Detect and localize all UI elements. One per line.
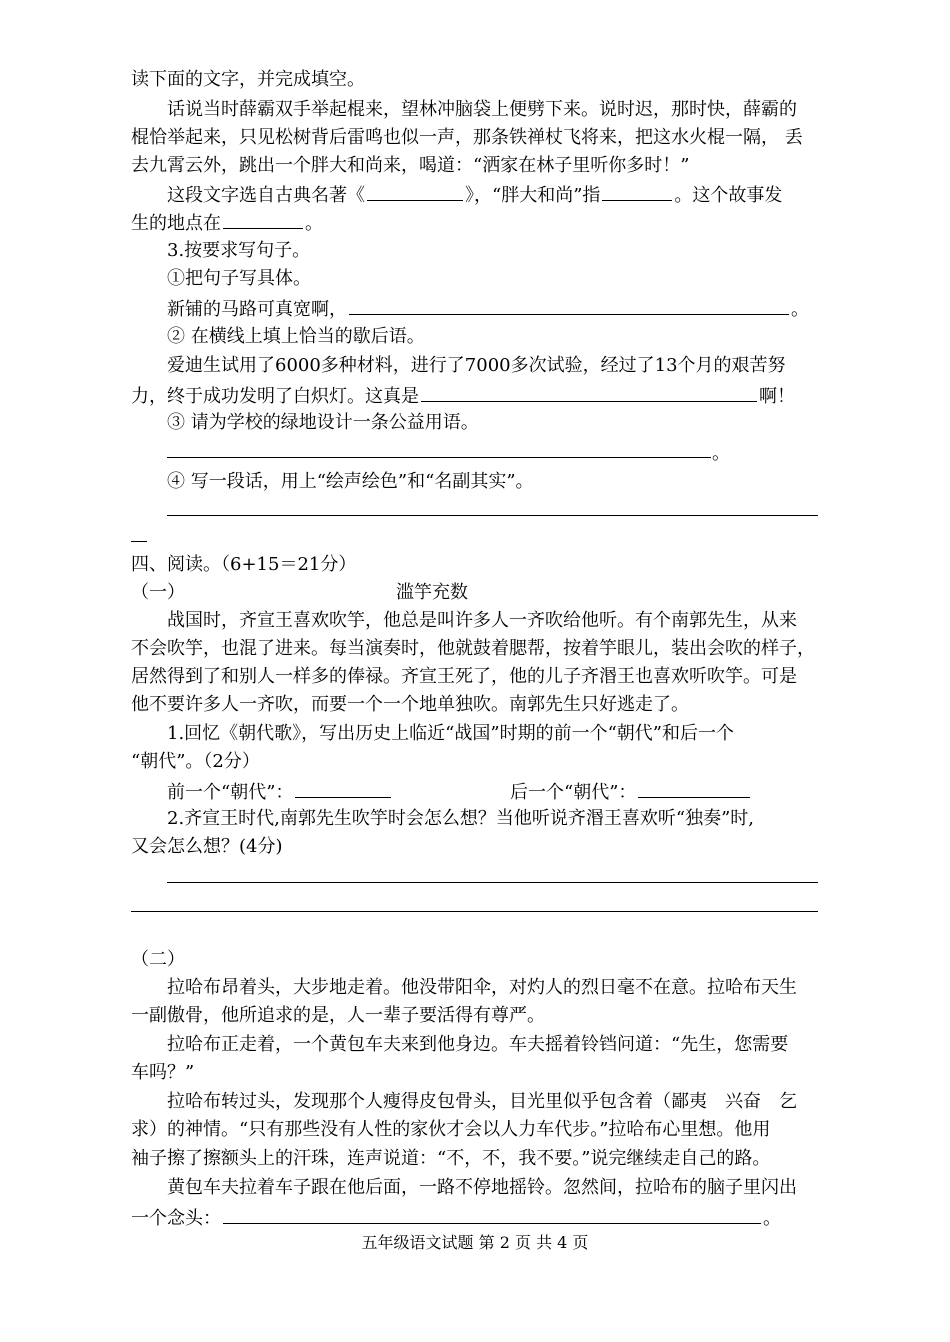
fill-text-b: 》，“胖大和尚”指 xyxy=(465,185,601,206)
passage-line-2: 棍恰举起来，只见松树背后雷鸣也似一声，那条铁禅杖飞将来，把这水火棍一隔， 丢 xyxy=(131,127,803,148)
story2-line-9-text: 一个念头： xyxy=(131,1208,221,1229)
fill-question-line-2 xyxy=(131,210,323,234)
book-name-blank[interactable] xyxy=(367,182,463,201)
story1-line-4: 他不要许多人一齐吹，而要一个一个地单独吹。南郭先生只好逃走了。 xyxy=(131,694,689,715)
section-2-label: （二） xyxy=(131,949,185,970)
story2-line-5: 拉哈布转过头，发现那个人瘦得皮包骨头，目光里似乎包含着（鄙夷 兴奋 乞 xyxy=(167,1091,797,1112)
location-blank[interactable] xyxy=(223,210,303,229)
q3-2-line-2 xyxy=(131,383,795,407)
q3-2-text: 力，终于成功发明了白炽灯。这真是 xyxy=(131,386,419,407)
section-1-title: 滥竽充数 xyxy=(396,582,468,603)
q2-answer-line-1[interactable] xyxy=(167,882,818,883)
thought-blank[interactable] xyxy=(223,1205,761,1224)
section-1-label: （一） xyxy=(131,582,185,603)
q3-4-answer-line[interactable] xyxy=(167,515,818,516)
monk-name-blank[interactable] xyxy=(602,182,672,201)
q3-title: 3.按要求写句子。 xyxy=(167,240,311,261)
q1-answers xyxy=(167,779,393,803)
q3-2-line-1: 爱迪生试用了6000多种材料，进行了7000多次试验，经过了13个月的艰苦努 xyxy=(167,355,786,376)
q3-1-blank[interactable] xyxy=(349,296,789,315)
q1-prev-blank[interactable] xyxy=(295,779,391,798)
q3-4-answer-line-tail xyxy=(131,541,147,542)
q3-1-end: 。 xyxy=(791,299,809,320)
q1-next-blank[interactable] xyxy=(638,779,750,798)
q3-1-instruction: ①把句子写具体。 xyxy=(167,268,311,289)
q2-answer-line-2[interactable] xyxy=(131,911,818,912)
q3-1-line xyxy=(167,296,809,320)
q1-next xyxy=(510,779,752,803)
story2-line-7: 袖子擦了擦额头上的汗珠，连声说道：“不，不，我不要。”说完继续走自己的路。 xyxy=(131,1148,771,1169)
q3-3-end: 。 xyxy=(712,443,730,464)
story2-line-3: 拉哈布正走着，一个黄包车夫来到他身边。车夫摇着铃铛问道：“先生，您需要 xyxy=(167,1034,789,1055)
intro-line: 读下面的文字，并完成填空。 xyxy=(131,69,365,90)
q2-line-1: 2.齐宣王时代,南郭先生吹竽时会怎么想？当他听说齐湣王喜欢听“独奏”时, xyxy=(167,808,755,829)
page-footer: 五年级语文试题 第 2 页 共 4 页 xyxy=(361,1233,589,1252)
story2-line-2: 一副傲骨，他所追求的是，人一辈子要活得有尊严。 xyxy=(131,1005,545,1026)
fill-text-a: 这段文字选自古典名著《 xyxy=(167,185,365,206)
fill-question-line-1 xyxy=(167,182,782,206)
q2-line-2: 又会怎么想？(4分) xyxy=(131,836,283,857)
story2-line-6: 求）的神情。“只有那些没有人性的家伙才会以人力车代步。”拉哈布心里想。他用 xyxy=(131,1119,771,1140)
q1-line-1: 1.回忆《朝代歌》，写出历史上临近“战国”时期的前一个“朝代”和后一个 xyxy=(167,723,734,744)
part4-heading: 四、阅读。（6+15＝21分） xyxy=(131,554,357,575)
q3-4-instruction: ④ 写一段话，用上“绘声绘色”和“名副其实”。 xyxy=(167,471,534,492)
q1-next-label: 后一个“朝代”： xyxy=(510,782,637,803)
fill-text-c: 。这个故事发 xyxy=(674,185,783,206)
q3-2-instruction: ② 在横线上填上恰当的歇后语。 xyxy=(167,326,425,347)
story1-line-2: 不会吹竽，也混了进来。每当演奏时，他就鼓着腮帮，按着竽眼儿，装出会吹的样子， xyxy=(131,638,815,659)
story2-line-4: 车吗？” xyxy=(131,1062,195,1083)
q3-3-answer-line[interactable] xyxy=(167,457,711,458)
story2-line-9-end: 。 xyxy=(763,1208,781,1229)
q1-prev-label: 前一个“朝代”： xyxy=(167,782,294,803)
q3-3-instruction: ③ 请为学校的绿地设计一条公益用语。 xyxy=(167,412,479,433)
story2-line-9 xyxy=(131,1205,781,1229)
story2-line-8: 黄包车夫拉着车子跟在他后面，一路不停地摇铃。忽然间，拉哈布的脑子里闪出 xyxy=(167,1177,797,1198)
story2-line-1: 拉哈布昂着头，大步地走着。他没带阳伞，对灼人的烈日毫不在意。拉哈布天生 xyxy=(167,977,797,998)
fill-text-d: 生的地点在 xyxy=(131,213,221,234)
q3-1-sentence: 新铺的马路可真宽啊， xyxy=(167,299,347,320)
passage-line-3: 去九霄云外，跳出一个胖大和尚来，喝道：“洒家在林子里听你多时！” xyxy=(131,155,690,176)
passage-line-1: 话说当时薛霸双手举起棍来，望林冲脑袋上便劈下来。说时迟，那时快，薛霸的 xyxy=(167,99,797,120)
story1-line-1: 战国时，齐宣王喜欢吹竽，他总是叫许多人一齐吹给他听。有个南郭先生，从来 xyxy=(167,610,797,631)
q3-2-blank[interactable] xyxy=(421,383,757,402)
q1-line-2: “朝代”。（2分） xyxy=(131,751,260,772)
story1-line-3: 居然得到了和别人一样多的俸禄。齐宣王死了，他的儿子齐湣王也喜欢听吹竽。可是 xyxy=(131,666,797,687)
fill-text-e: 。 xyxy=(305,213,323,234)
q3-2-end: 啊！ xyxy=(759,386,795,407)
